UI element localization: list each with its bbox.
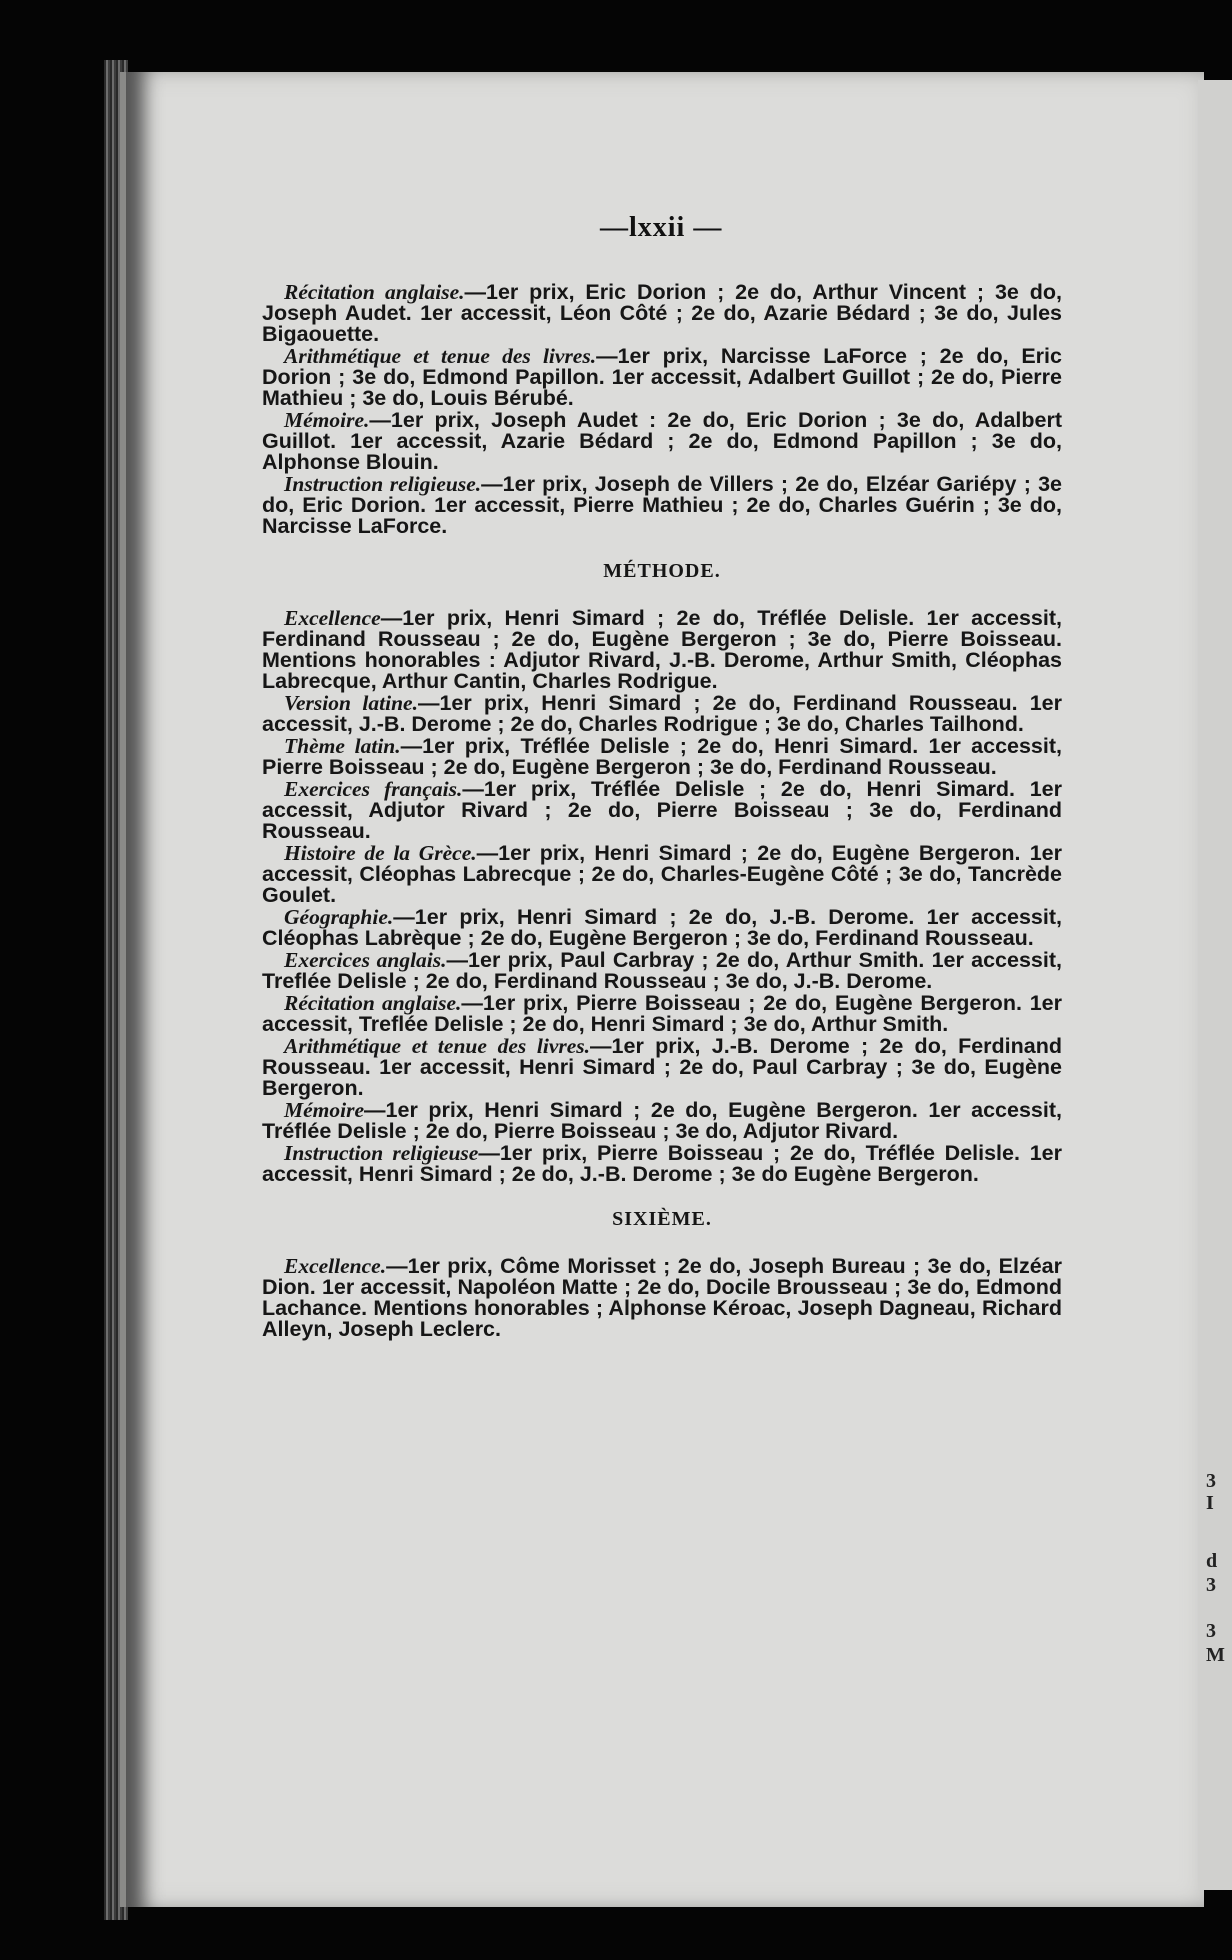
prize-text: —1er prix, Tréflée Delisle ; 2e do, Henri Simard. 1er accessit, Adjutor Rivard ; 2e do, Pierre Boisseau ; 3e do, Ferdinand Rousseau. — [262, 777, 1062, 843]
subject-label: Récitation anglaise. — [284, 280, 465, 304]
subject-label: Géographie. — [284, 905, 394, 929]
subject-label: Version latine. — [284, 691, 418, 715]
prize-paragraph — [262, 736, 1062, 778]
prize-text: —1er prix, Joseph Audet : 2e do, Eric Dorion ; 3e do, Adalbert Guillot. 1er accessit, Azarie Bédard ; 2e do, Edmond Papillon ; 3e do, Alphonse Blouin. — [262, 408, 1062, 474]
section-heading-sixieme: SIXIÈME. — [612, 1208, 712, 1230]
page-number: —lxxii — — [600, 212, 723, 243]
adjacent-page-sliver — [1198, 80, 1232, 1890]
subject-label: Arithmétique et tenue des livres. — [284, 1034, 591, 1058]
subject-label: Excellence — [284, 606, 381, 630]
margin-fragment: M — [1206, 1644, 1225, 1666]
prize-paragraph — [262, 346, 1062, 409]
prize-text: —1er prix, Tréflée Delisle ; 2e do, Henri Simard. 1er accessit, Pierre Boisseau ; 2e do, Eugène Bergeron ; 3e do, Ferdinand Rousseau. — [262, 734, 1062, 779]
prize-paragraph — [262, 1036, 1062, 1099]
prize-text: —1er prix, Côme Morisset ; 2e do, Joseph Bureau ; 3e do, Elzéar Dion. 1er accessit, Napoléon Matte ; 2e do, Docile Brousseau ; 3e do, Edmond Lachance. Mentions honorables ; Alphonse Kéroac, Joseph Dagneau, Richard Alleyn, Joseph Leclerc. — [262, 1254, 1062, 1341]
prize-paragraph — [262, 843, 1062, 906]
prize-paragraph — [262, 907, 1062, 949]
margin-fragment: I — [1206, 1492, 1214, 1514]
prize-paragraph — [262, 410, 1062, 473]
subject-label: Exercices français. — [284, 777, 463, 801]
prize-paragraph — [262, 950, 1062, 992]
prize-paragraph — [262, 1256, 1062, 1340]
subject-label: Instruction religieuse. — [284, 472, 482, 496]
prize-paragraph — [262, 474, 1062, 537]
top-paragraphs — [262, 282, 1062, 537]
prize-paragraph — [262, 993, 1062, 1035]
prize-paragraph — [262, 1100, 1062, 1142]
prize-paragraph — [262, 1143, 1062, 1185]
prize-text: —1er prix, Pierre Boisseau ; 2e do, Eugène Bergeron. 1er accessit, Treflée Delisle ; 2e do, Henri Simard ; 3e do, Arthur Smith. — [262, 991, 1062, 1036]
section-heading-methode: MÉTHODE. — [603, 560, 721, 582]
subject-label: Récitation anglaise. — [284, 991, 462, 1015]
prize-text: —1er prix, J.-B. Derome ; 2e do, Ferdinand Rousseau. 1er accessit, Henri Simard ; 2e do, Paul Carbray ; 3e do, Eugène Bergeron. — [262, 1034, 1062, 1100]
methode-paragraphs — [262, 608, 1062, 1185]
prize-text: —1er prix, Henri Simard ; 2e do, Eugène Bergeron. 1er accessit, Cléophas Labrecque ; 2e do, Charles-Eugène Côté ; 3e do, Tancrède Goulet. — [262, 841, 1062, 907]
prize-text: —1er prix, Joseph de Villers ; 2e do, Elzéar Gariépy ; 3e do, Eric Dorion. 1er accessit, Pierre Mathieu ; 2e do, Charles Guérin ; 3e do, Narcisse LaForce. — [262, 472, 1062, 538]
prize-paragraph — [262, 282, 1062, 345]
subject-label: Thème latin. — [284, 734, 401, 758]
margin-fragment: d — [1206, 1550, 1218, 1572]
prize-text: —1er prix, Henri Simard ; 2e do, Ferdinand Rousseau. 1er accessit, J.-B. Derome ; 2e do, Charles Rodrigue ; 3e do, Charles Tailhond. — [262, 691, 1062, 736]
subject-label: Mémoire. — [284, 408, 370, 432]
subject-label: Excellence. — [284, 1254, 387, 1278]
margin-fragment: 3 — [1206, 1470, 1216, 1492]
prize-paragraph — [262, 779, 1062, 842]
subject-label: Arithmétique et tenue des livres. — [284, 344, 597, 368]
sixieme-paragraphs — [262, 1256, 1062, 1340]
prize-text: —1er prix, Narcisse LaForce ; 2e do, Eric Dorion ; 3e do, Edmond Papillon. 1er accessit, Adalbert Guillot ; 2e do, Pierre Mathieu ; 3e do, Louis Bérubé. — [262, 344, 1062, 410]
prize-text: —1er prix, Eric Dorion ; 2e do, Arthur Vincent ; 3e do, Joseph Audet. 1er accessit, Léon Côté ; 2e do, Azarie Bédard ; 3e do, Jules Bigaouette. — [262, 280, 1062, 346]
subject-label: Exercices anglais. — [284, 948, 447, 972]
prize-text: —1er prix, Henri Simard ; 2e do, Tréflée Delisle. 1er accessit, Ferdinand Rousseau ; 2e do, Eugène Bergeron ; 3e do, Pierre Boisseau. Mentions honorables : Adjutor Rivard, J.-B. Derome, Arthur Smith, Cléophas Labrecque, Arthur Cantin, Charles Rodrigue. — [262, 606, 1062, 693]
prize-paragraph — [262, 693, 1062, 735]
prize-text: —1er prix, Henri Simard ; 2e do, J.-B. Derome. 1er accessit, Cléophas Labrèque ; 2e do, Eugène Bergeron ; 3e do, Ferdinand Rousseau. — [262, 905, 1062, 950]
subject-label: Instruction religieuse — [284, 1141, 479, 1165]
prize-text: —1er prix, Pierre Boisseau ; 2e do, Tréflée Delisle. 1er accessit, Henri Simard ; 2e do, J.-B. Derome ; 3e do Eugène Bergeron. — [262, 1141, 1062, 1186]
subject-label: Mémoire — [284, 1098, 365, 1122]
prize-text: —1er prix, Henri Simard ; 2e do, Eugène Bergeron. 1er accessit, Tréflée Delisle ; 2e do, Pierre Boisseau ; 3e do, Adjutor Rivard. — [262, 1098, 1062, 1143]
page-body — [262, 282, 1062, 1341]
subject-label: Histoire de la Grèce. — [284, 841, 477, 865]
margin-fragment: 3 — [1206, 1574, 1216, 1596]
prize-text: —1er prix, Paul Carbray ; 2e do, Arthur Smith. 1er accessit, Treflée Delisle ; 2e do, Ferdinand Rousseau ; 3e do, J.-B. Derome. — [262, 948, 1062, 993]
margin-fragment: 3 — [1206, 1620, 1216, 1642]
prize-paragraph — [262, 608, 1062, 692]
